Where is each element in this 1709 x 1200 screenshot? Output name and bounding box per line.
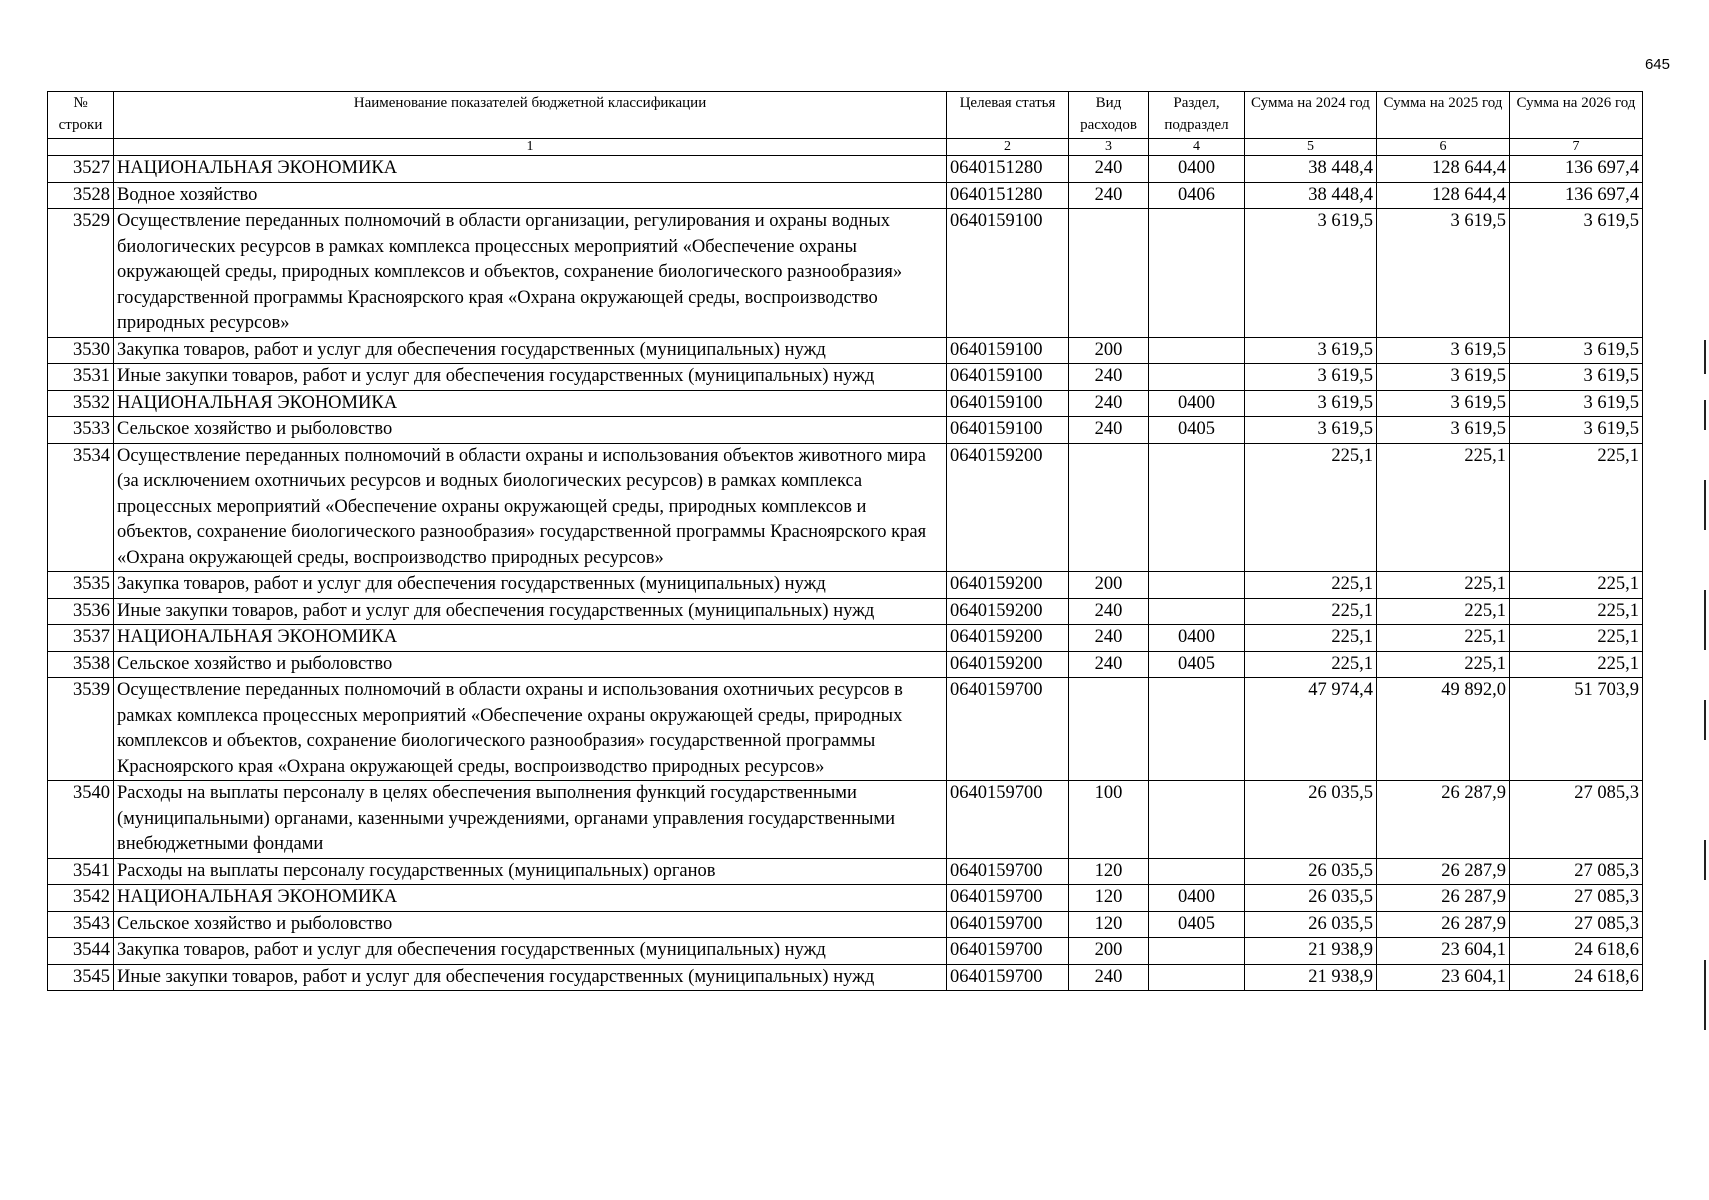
sum-2024: 26 035,5 <box>1245 911 1377 938</box>
expense-type-code: 120 <box>1069 911 1149 938</box>
sum-2025: 225,1 <box>1377 443 1510 572</box>
scan-edge-mark <box>1704 840 1706 880</box>
sum-2025: 225,1 <box>1377 651 1510 678</box>
table-row <box>48 625 1643 652</box>
header-section: Раздел, подраздел <box>1149 92 1245 139</box>
indicator-name: Расходы на выплаты персоналу в целях обеспечения выполнения функций государственными (муниципальными) органами, казенными учреждениями, органами управления государственными внебюджетными фондами <box>114 781 947 859</box>
sum-2024: 38 448,4 <box>1245 156 1377 183</box>
table-row <box>48 572 1643 599</box>
target-article-code: 0640159200 <box>947 598 1069 625</box>
section-code: 0400 <box>1149 625 1245 652</box>
header-indicator-name: Наименование показателей бюджетной классификации <box>114 92 947 139</box>
row-number: 3545 <box>48 964 114 991</box>
sum-2025: 26 287,9 <box>1377 781 1510 859</box>
indicator-name: Закупка товаров, работ и услуг для обеспечения государственных (муниципальных) нужд <box>114 337 947 364</box>
table-row <box>48 781 1643 859</box>
target-article-code: 0640159200 <box>947 443 1069 572</box>
header-number-row <box>48 139 1643 156</box>
header-number-cell: 7 <box>1510 139 1643 156</box>
indicator-name: Сельское хозяйство и рыболовство <box>114 417 947 444</box>
sum-2026: 225,1 <box>1510 651 1643 678</box>
header-sum-2024: Сумма на 2024 год <box>1245 92 1377 139</box>
row-number: 3529 <box>48 209 114 338</box>
scan-edge-mark <box>1704 480 1706 530</box>
row-number: 3534 <box>48 443 114 572</box>
target-article-code: 0640151280 <box>947 182 1069 209</box>
sum-2024: 21 938,9 <box>1245 938 1377 965</box>
sum-2024: 225,1 <box>1245 443 1377 572</box>
sum-2024: 3 619,5 <box>1245 417 1377 444</box>
expense-type-code: 240 <box>1069 964 1149 991</box>
target-article-code: 0640159700 <box>947 911 1069 938</box>
table-row <box>48 678 1643 781</box>
header-number-cell: 1 <box>114 139 947 156</box>
section-code: 0400 <box>1149 390 1245 417</box>
section-code <box>1149 337 1245 364</box>
row-number: 3539 <box>48 678 114 781</box>
table-row <box>48 964 1643 991</box>
sum-2026: 24 618,6 <box>1510 964 1643 991</box>
indicator-name: Водное хозяйство <box>114 182 947 209</box>
sum-2025: 23 604,1 <box>1377 938 1510 965</box>
expense-type-code: 240 <box>1069 598 1149 625</box>
section-code <box>1149 938 1245 965</box>
sum-2026: 3 619,5 <box>1510 337 1643 364</box>
indicator-name: Осуществление переданных полномочий в области охраны и использования охотничьих ресурсов в рамках комплекса процессных мероприятий «Обеспечение охраны окружающей среды, природных комплексов и объектов, сохранение биологического разнообразия» государственной программы Красноярского края «Охрана окружающей среды, воспроизводство природных ресурсов» <box>114 678 947 781</box>
sum-2026: 225,1 <box>1510 598 1643 625</box>
target-article-code: 0640159700 <box>947 858 1069 885</box>
target-article-code: 0640159100 <box>947 337 1069 364</box>
target-article-code: 0640159700 <box>947 938 1069 965</box>
sum-2025: 49 892,0 <box>1377 678 1510 781</box>
sum-2024: 3 619,5 <box>1245 364 1377 391</box>
scan-edge-mark <box>1704 400 1706 430</box>
expense-type-code <box>1069 678 1149 781</box>
table-row <box>48 182 1643 209</box>
section-code: 0400 <box>1149 885 1245 912</box>
sum-2026: 225,1 <box>1510 572 1643 599</box>
row-number: 3535 <box>48 572 114 599</box>
indicator-name: Сельское хозяйство и рыболовство <box>114 651 947 678</box>
indicator-name: НАЦИОНАЛЬНАЯ ЭКОНОМИКА <box>114 156 947 183</box>
expense-type-code: 200 <box>1069 337 1149 364</box>
section-code: 0405 <box>1149 911 1245 938</box>
indicator-name: НАЦИОНАЛЬНАЯ ЭКОНОМИКА <box>114 390 947 417</box>
row-number: 3538 <box>48 651 114 678</box>
target-article-code: 0640159700 <box>947 885 1069 912</box>
section-code <box>1149 443 1245 572</box>
indicator-name: Осуществление переданных полномочий в области охраны и использования объектов животного мира (за исключением охотничьих ресурсов и водных биологических ресурсов) в рамках комплекса процессных мероприятий «Обеспечение охраны окружающей среды, природных комплексов и объектов, сохранение биологического разнообразия» государственной программы Красноярского края «Охрана окружающей среды, воспроизводство природных ресурсов» <box>114 443 947 572</box>
expense-type-code: 240 <box>1069 364 1149 391</box>
table-row <box>48 885 1643 912</box>
sum-2026: 3 619,5 <box>1510 390 1643 417</box>
table-row <box>48 598 1643 625</box>
row-number: 3527 <box>48 156 114 183</box>
sum-2025: 225,1 <box>1377 572 1510 599</box>
section-code: 0400 <box>1149 156 1245 183</box>
target-article-code: 0640151280 <box>947 156 1069 183</box>
section-code <box>1149 572 1245 599</box>
table-row <box>48 209 1643 338</box>
table-row <box>48 651 1643 678</box>
scan-edge-mark <box>1704 960 1706 1030</box>
budget-table <box>47 91 1643 991</box>
sum-2024: 47 974,4 <box>1245 678 1377 781</box>
section-code <box>1149 964 1245 991</box>
sum-2026: 3 619,5 <box>1510 209 1643 338</box>
expense-type-code: 240 <box>1069 182 1149 209</box>
indicator-name: НАЦИОНАЛЬНАЯ ЭКОНОМИКА <box>114 625 947 652</box>
sum-2026: 51 703,9 <box>1510 678 1643 781</box>
sum-2025: 3 619,5 <box>1377 337 1510 364</box>
expense-type-code: 240 <box>1069 156 1149 183</box>
target-article-code: 0640159700 <box>947 678 1069 781</box>
table-row <box>48 156 1643 183</box>
sum-2026: 27 085,3 <box>1510 858 1643 885</box>
sum-2024: 26 035,5 <box>1245 885 1377 912</box>
indicator-name: Осуществление переданных полномочий в области организации, регулирования и охраны водных биологических ресурсов в рамках комплекса процессных мероприятий «Обеспечение охраны окружающей среды, природных комплексов и объектов, сохранение биологического разнообразия» государственной программы Красноярского края «Охрана окружающей среды, воспроизводство природных ресурсов» <box>114 209 947 338</box>
expense-type-code: 120 <box>1069 885 1149 912</box>
sum-2026: 27 085,3 <box>1510 885 1643 912</box>
sum-2025: 3 619,5 <box>1377 209 1510 338</box>
row-number: 3531 <box>48 364 114 391</box>
scan-edge-mark <box>1704 590 1706 650</box>
expense-type-code: 240 <box>1069 651 1149 678</box>
indicator-name: Иные закупки товаров, работ и услуг для обеспечения государственных (муниципальных) нужд <box>114 364 947 391</box>
table-row <box>48 390 1643 417</box>
target-article-code: 0640159200 <box>947 651 1069 678</box>
section-code: 0405 <box>1149 417 1245 444</box>
header-number-cell: 3 <box>1069 139 1149 156</box>
expense-type-code: 120 <box>1069 858 1149 885</box>
table-row <box>48 443 1643 572</box>
indicator-name: Расходы на выплаты персоналу государственных (муниципальных) органов <box>114 858 947 885</box>
header-number-cell: 6 <box>1377 139 1510 156</box>
row-number: 3528 <box>48 182 114 209</box>
sum-2024: 3 619,5 <box>1245 390 1377 417</box>
row-number: 3544 <box>48 938 114 965</box>
target-article-code: 0640159100 <box>947 364 1069 391</box>
sum-2026: 136 697,4 <box>1510 182 1643 209</box>
page-number: 645 <box>1644 56 1670 73</box>
target-article-code: 0640159100 <box>947 209 1069 338</box>
row-number: 3542 <box>48 885 114 912</box>
indicator-name: Закупка товаров, работ и услуг для обеспечения государственных (муниципальных) нужд <box>114 572 947 599</box>
table-row <box>48 938 1643 965</box>
sum-2026: 3 619,5 <box>1510 417 1643 444</box>
sum-2025: 128 644,4 <box>1377 156 1510 183</box>
sum-2026: 27 085,3 <box>1510 911 1643 938</box>
header-row-number: № строки <box>48 92 114 139</box>
expense-type-code <box>1069 443 1149 572</box>
section-code: 0405 <box>1149 651 1245 678</box>
header-number-cell: 2 <box>947 139 1069 156</box>
sum-2025: 3 619,5 <box>1377 364 1510 391</box>
sum-2025: 26 287,9 <box>1377 885 1510 912</box>
target-article-code: 0640159100 <box>947 417 1069 444</box>
target-article-code: 0640159700 <box>947 964 1069 991</box>
expense-type-code: 200 <box>1069 938 1149 965</box>
section-code <box>1149 781 1245 859</box>
header-number-cell <box>48 139 114 156</box>
sum-2025: 3 619,5 <box>1377 390 1510 417</box>
sum-2025: 23 604,1 <box>1377 964 1510 991</box>
expense-type-code: 200 <box>1069 572 1149 599</box>
section-code: 0406 <box>1149 182 1245 209</box>
sum-2025: 128 644,4 <box>1377 182 1510 209</box>
header-sum-2026: Сумма на 2026 год <box>1510 92 1643 139</box>
sum-2025: 3 619,5 <box>1377 417 1510 444</box>
section-code <box>1149 598 1245 625</box>
target-article-code: 0640159200 <box>947 625 1069 652</box>
indicator-name: Иные закупки товаров, работ и услуг для обеспечения государственных (муниципальных) нужд <box>114 964 947 991</box>
header-expense-type: Вид расходов <box>1069 92 1149 139</box>
section-code <box>1149 678 1245 781</box>
expense-type-code <box>1069 209 1149 338</box>
row-number: 3533 <box>48 417 114 444</box>
sum-2024: 21 938,9 <box>1245 964 1377 991</box>
header-target-article: Целевая статья <box>947 92 1069 139</box>
target-article-code: 0640159700 <box>947 781 1069 859</box>
sum-2026: 27 085,3 <box>1510 781 1643 859</box>
row-number: 3530 <box>48 337 114 364</box>
table-row <box>48 337 1643 364</box>
sum-2026: 225,1 <box>1510 443 1643 572</box>
table-row <box>48 364 1643 391</box>
sum-2026: 225,1 <box>1510 625 1643 652</box>
header-number-cell: 5 <box>1245 139 1377 156</box>
sum-2024: 26 035,5 <box>1245 781 1377 859</box>
expense-type-code: 240 <box>1069 625 1149 652</box>
sum-2025: 225,1 <box>1377 625 1510 652</box>
sum-2026: 3 619,5 <box>1510 364 1643 391</box>
sum-2024: 225,1 <box>1245 572 1377 599</box>
expense-type-code: 240 <box>1069 390 1149 417</box>
sum-2024: 225,1 <box>1245 651 1377 678</box>
header-number-cell: 4 <box>1149 139 1245 156</box>
header-row <box>48 92 1643 139</box>
row-number: 3541 <box>48 858 114 885</box>
indicator-name: Закупка товаров, работ и услуг для обеспечения государственных (муниципальных) нужд <box>114 938 947 965</box>
sum-2024: 225,1 <box>1245 625 1377 652</box>
sum-2025: 26 287,9 <box>1377 911 1510 938</box>
expense-type-code: 100 <box>1069 781 1149 859</box>
target-article-code: 0640159100 <box>947 390 1069 417</box>
sum-2024: 3 619,5 <box>1245 209 1377 338</box>
sum-2024: 3 619,5 <box>1245 337 1377 364</box>
sum-2025: 225,1 <box>1377 598 1510 625</box>
sum-2026: 136 697,4 <box>1510 156 1643 183</box>
scan-edge-mark <box>1704 340 1706 374</box>
indicator-name: Иные закупки товаров, работ и услуг для обеспечения государственных (муниципальных) нужд <box>114 598 947 625</box>
row-number: 3540 <box>48 781 114 859</box>
section-code <box>1149 209 1245 338</box>
table-row <box>48 911 1643 938</box>
table-row <box>48 858 1643 885</box>
row-number: 3537 <box>48 625 114 652</box>
indicator-name: НАЦИОНАЛЬНАЯ ЭКОНОМИКА <box>114 885 947 912</box>
row-number: 3543 <box>48 911 114 938</box>
expense-type-code: 240 <box>1069 417 1149 444</box>
sum-2024: 225,1 <box>1245 598 1377 625</box>
section-code <box>1149 364 1245 391</box>
sum-2024: 26 035,5 <box>1245 858 1377 885</box>
target-article-code: 0640159200 <box>947 572 1069 599</box>
table-row <box>48 417 1643 444</box>
row-number: 3532 <box>48 390 114 417</box>
section-code <box>1149 858 1245 885</box>
sum-2025: 26 287,9 <box>1377 858 1510 885</box>
scan-edge-mark <box>1704 700 1706 740</box>
sum-2024: 38 448,4 <box>1245 182 1377 209</box>
row-number: 3536 <box>48 598 114 625</box>
sum-2026: 24 618,6 <box>1510 938 1643 965</box>
indicator-name: Сельское хозяйство и рыболовство <box>114 911 947 938</box>
header-sum-2025: Сумма на 2025 год <box>1377 92 1510 139</box>
